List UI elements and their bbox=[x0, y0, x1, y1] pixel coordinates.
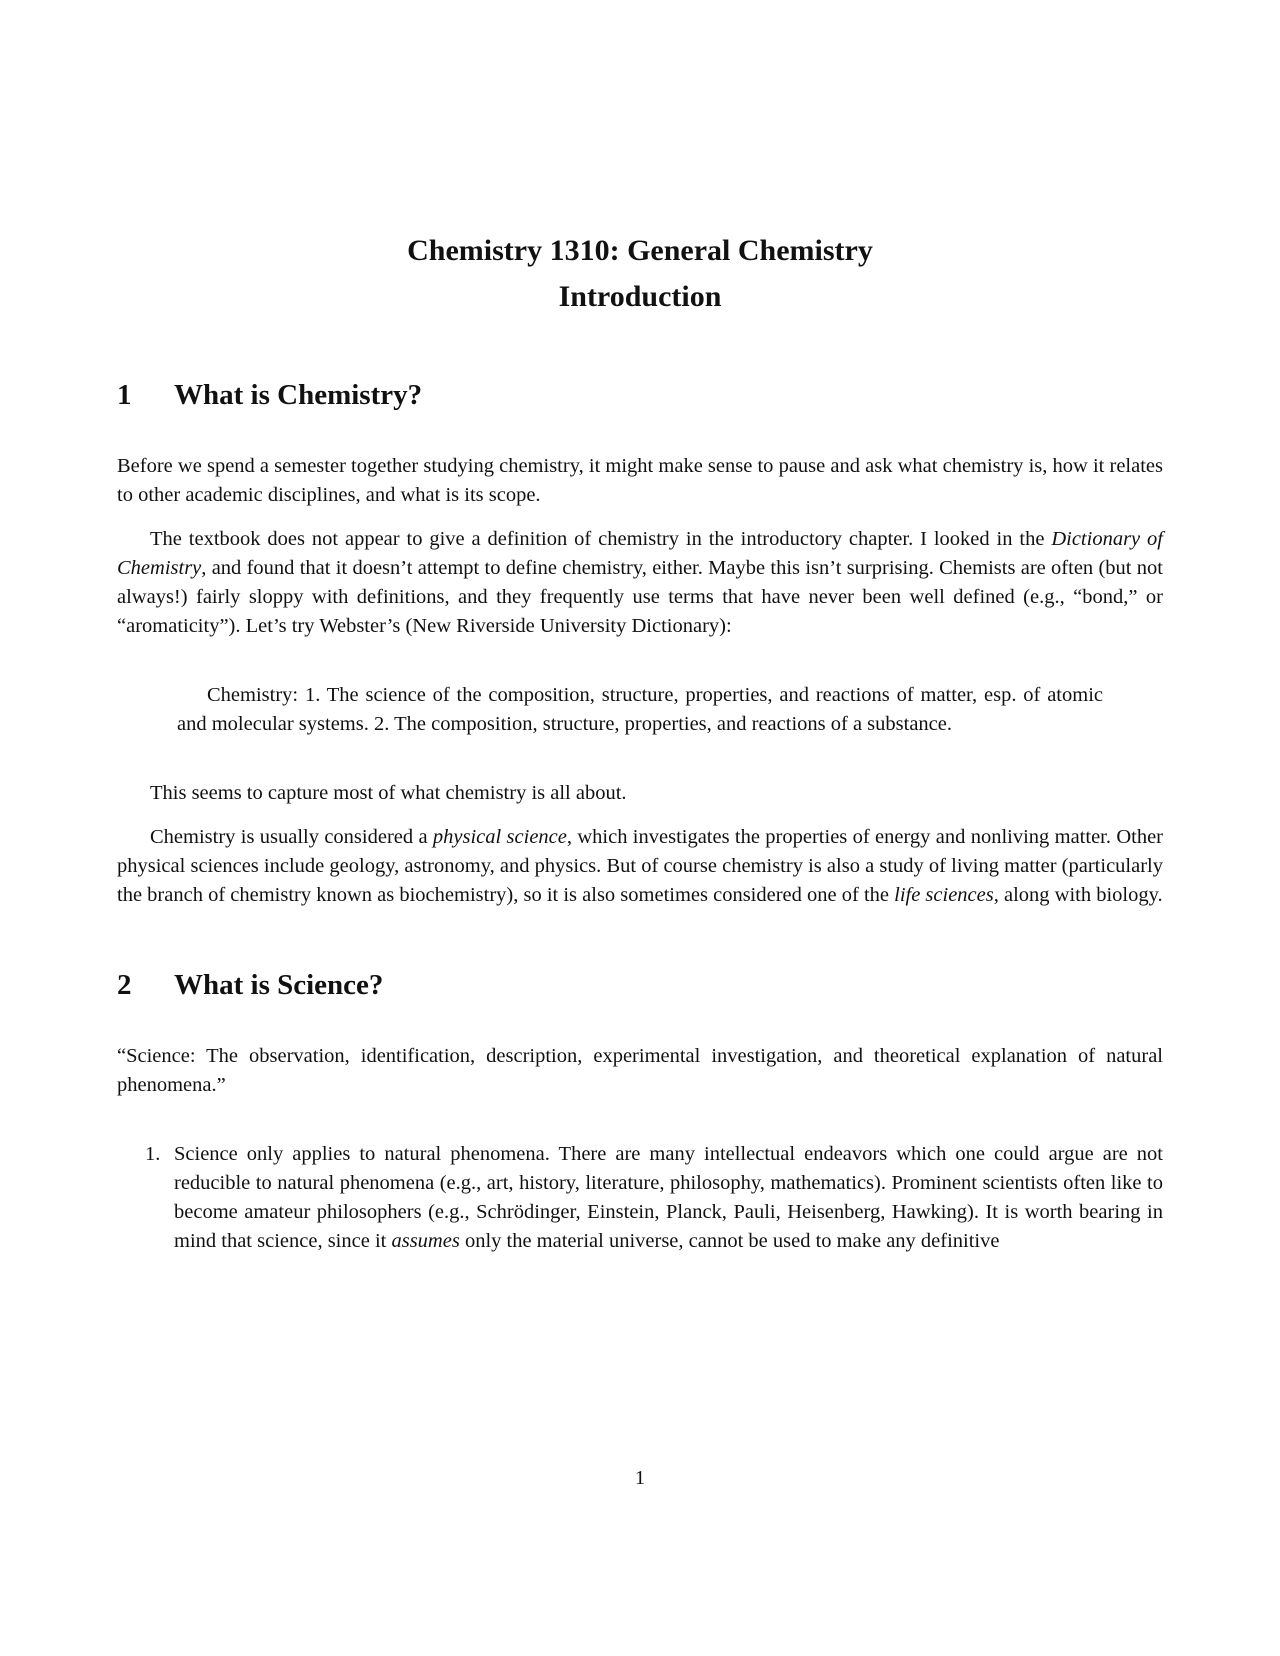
text-run: The textbook does not appear to give a definition of chemistry in the introductory chapter. I looked in the bbox=[150, 528, 1052, 550]
title-line-1: Chemistry 1310: General Chemistry bbox=[407, 234, 873, 267]
text-run: , along with biology. bbox=[993, 884, 1163, 906]
paragraph-textbook-definition bbox=[117, 525, 1163, 641]
section-1-title: What is Chemistry? bbox=[174, 379, 423, 411]
italic-run-life-sciences: life sciences bbox=[894, 884, 994, 906]
text-run: , which investigates the properties of energy and nonliving matter. Other physical sciences include geology, astronomy, and physics. But of course chemistry is also a study of living matter (particularly the branch of chemistry known as biochemistry), so it is also sometimes considered one of the bbox=[117, 826, 1163, 906]
section-2-title: What is Science? bbox=[174, 969, 384, 1001]
numbered-list bbox=[117, 1140, 1163, 1256]
section-1-number: 1 bbox=[117, 379, 132, 411]
paragraph-science-definition: “Science: The observation, identification, description, experimental investigation, and theoretical explanation of natural phenomena.” bbox=[117, 1045, 1163, 1096]
list-item-1 bbox=[117, 1140, 1163, 1256]
italic-run-assumes: assumes bbox=[391, 1230, 460, 1252]
paragraph-physical-science bbox=[117, 823, 1163, 910]
paragraph-this-seems: This seems to capture most of what chemistry is all about. bbox=[150, 782, 627, 804]
webster-definition-quote: Chemistry: 1. The science of the composition, structure, properties, and reactions of matter, esp. of atomic and molecular systems. 2. The composition, structure, properties, and reactions of a substance. bbox=[177, 684, 1103, 735]
text-run: only the material universe, cannot be used to make any definitive bbox=[459, 1230, 1000, 1252]
section-1-heading bbox=[117, 378, 1163, 412]
text-run: , and found that it doesn’t attempt to define chemistry, either. Maybe this isn’t surprising. Chemists are often (but not always!) fairly sloppy with definitions, and they frequently use terms that have never been well defined (e.g., “bond,” or “aromaticity”). Let’s try Webster’s (New Riverside University Dictionary): bbox=[117, 557, 1163, 637]
text-run: Chemistry is usually considered a bbox=[150, 826, 433, 848]
italic-run-dictionary-of-chemistry: Dictionary of Chemistry bbox=[117, 528, 1163, 579]
section-2-number: 2 bbox=[117, 969, 132, 1001]
text-run: Science only applies to natural phenomena. There are many intellectual endeavors which one could argue are not reducible to natural phenomena (e.g., art, history, literature, philosophy, mathematics). Prominent scientists often like to become amateur philosophers (e.g., Schrödinger, Einstein, Planck, Pauli, Heisenberg, Hawking). It is worth bearing in mind that science, since it bbox=[174, 1143, 1163, 1252]
document-title bbox=[117, 228, 1163, 320]
title-line-2: Introduction bbox=[558, 280, 722, 313]
list-item-1-number: 1. bbox=[145, 1143, 161, 1165]
paragraph-before-we-spend: Before we spend a semester together studying chemistry, it might make sense to pause and ask what chemistry is, how it relates to other academic disciplines, and what is its scope. bbox=[117, 455, 1163, 506]
list-item-1-text bbox=[174, 1140, 1163, 1256]
section-2-heading bbox=[117, 968, 1163, 1002]
italic-run-physical-science: physical science bbox=[432, 826, 567, 848]
page-number: 1 bbox=[634, 1467, 646, 1489]
